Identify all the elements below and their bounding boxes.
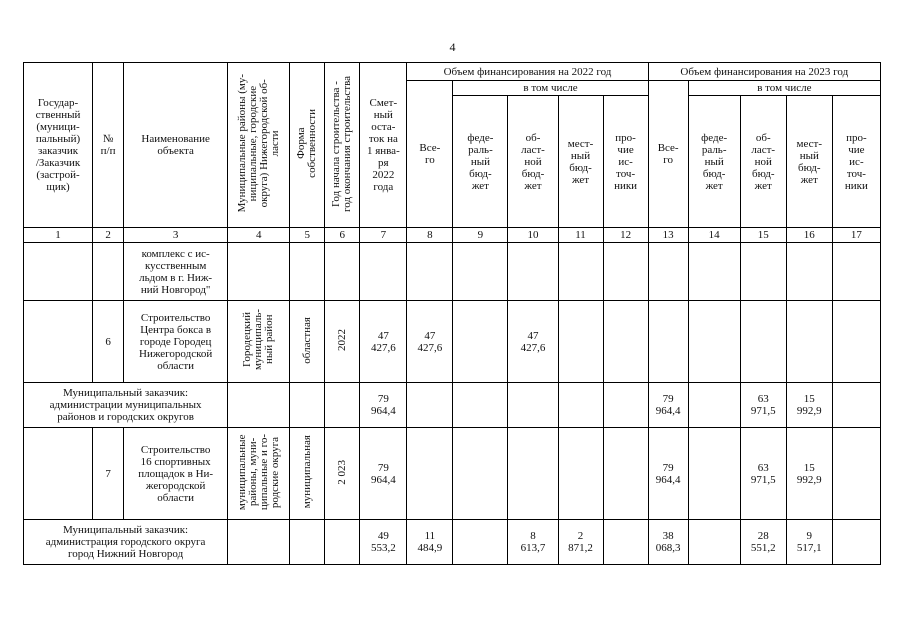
col-number: 10: [508, 228, 558, 243]
estimate-cell: 47 427,6: [360, 301, 407, 383]
col-number: 7: [360, 228, 407, 243]
estimate-cell: 79 964,4: [360, 383, 407, 428]
page-number: 4: [449, 40, 456, 54]
table-row: [24, 520, 881, 565]
col-number: 4: [228, 228, 290, 243]
header-customer: Государ- ственный (муници- пальный) заказчик /Заказчик (застрой- щик): [24, 63, 93, 228]
col-number: 15: [740, 228, 786, 243]
table-row: [24, 243, 881, 301]
total-2023-cell: 38 068,3: [648, 520, 688, 565]
row-number: 6: [93, 301, 124, 383]
header-total-2023: Все- го: [648, 81, 688, 228]
local-2023-cell: 9 517,1: [786, 520, 832, 565]
regional-2022-cell: 8 613,7: [508, 520, 558, 565]
total-2022-cell: 47 427,6: [407, 301, 453, 383]
estimate-cell: 49 553,2: [360, 520, 407, 565]
col-number: 6: [325, 228, 360, 243]
col-number: 9: [453, 228, 508, 243]
customer-label: Муниципальный заказчик: администрация городского округа город Нижний Новгород: [24, 520, 228, 565]
col-number: 17: [832, 228, 880, 243]
header-including-2022: в том числе: [453, 81, 648, 96]
header-federal-2023: феде- раль- ный бюд- жет: [688, 96, 740, 228]
years-cell: 2 023: [325, 428, 360, 520]
table-row: [24, 301, 881, 383]
col-number: 1: [24, 228, 93, 243]
local-2022-cell: 2 871,2: [558, 520, 603, 565]
district-cell: муниципальные районы, муни- ципальные и го- родские округа: [228, 428, 290, 520]
header-local-2023: мест- ный бюд- жет: [786, 96, 832, 228]
local-2023-cell: 15 992,9: [786, 428, 832, 520]
years-cell: 2022: [325, 301, 360, 383]
ownership-cell: областная: [290, 301, 325, 383]
regional-2023-cell: 28 551,2: [740, 520, 786, 565]
header-years: Год начала строительства - год окончания строительства: [325, 63, 360, 228]
table-row: [24, 383, 881, 428]
col-number: 11: [558, 228, 603, 243]
header-estimate: Смет- ный оста- ток на 1 янва- ря 2022 года: [360, 63, 407, 228]
district-cell: Городецкий муниципаль- ный район: [228, 301, 290, 383]
regional-2023-cell: 63 971,5: [740, 383, 786, 428]
total-2022-cell: 11 484,9: [407, 520, 453, 565]
local-2023-cell: 15 992,9: [786, 383, 832, 428]
header-num: № п/п: [93, 63, 124, 228]
estimate-cell: 79 964,4: [360, 428, 407, 520]
col-number: 8: [407, 228, 453, 243]
header-federal-2022: феде- раль- ный бюд- жет: [453, 96, 508, 228]
customer-label: Муниципальный заказчик: администрации муниципальных районов и городских округов: [24, 383, 228, 428]
header-fin-2022: Объем финансирования на 2022 год: [407, 63, 648, 81]
column-numbers-row: [24, 228, 881, 243]
row-number: 7: [93, 428, 124, 520]
header-including-2023: в том числе: [688, 81, 880, 96]
financing-table: [23, 62, 881, 565]
header-total-2022: Все- го: [407, 81, 453, 228]
total-2023-cell: 79 964,4: [648, 383, 688, 428]
table-row: [24, 428, 881, 520]
regional-2023-cell: 63 971,5: [740, 428, 786, 520]
object-name-cell: комплекс с ис- кусственным льдом в г. Ниж- ний Новгород": [124, 243, 228, 301]
col-number: 12: [603, 228, 648, 243]
header-other-2022: про- чие ис- точ- ники: [603, 96, 648, 228]
col-number: 2: [93, 228, 124, 243]
regional-2022-cell: 47 427,6: [508, 301, 558, 383]
total-2023-cell: 79 964,4: [648, 428, 688, 520]
header-object-name: Наименование объекта: [124, 63, 228, 228]
col-number: 14: [688, 228, 740, 243]
header-regional-2023: об- ласт- ной бюд- жет: [740, 96, 786, 228]
header-regional-2022: об- ласт- ной бюд- жет: [508, 96, 558, 228]
header-other-2023: про- чие ис- точ- ники: [832, 96, 880, 228]
object-name-cell: Строительство Центра бокса в городе Городец Нижегородской области: [124, 301, 228, 383]
header-ownership: Форма собственности: [290, 63, 325, 228]
col-number: 5: [290, 228, 325, 243]
header-local-2022: мест- ный бюд- жет: [558, 96, 603, 228]
col-number: 3: [124, 228, 228, 243]
object-name-cell: Строительство 16 спортивных площадок в Ни- жегородской области: [124, 428, 228, 520]
col-number: 16: [786, 228, 832, 243]
header-districts: Муниципальные районы (му- ниципальные, городские округа) Нижегородской об- ласти: [228, 63, 290, 228]
ownership-cell: муниципальная: [290, 428, 325, 520]
header-fin-2023: Объем финансирования на 2023 год: [648, 63, 880, 81]
col-number: 13: [648, 228, 688, 243]
